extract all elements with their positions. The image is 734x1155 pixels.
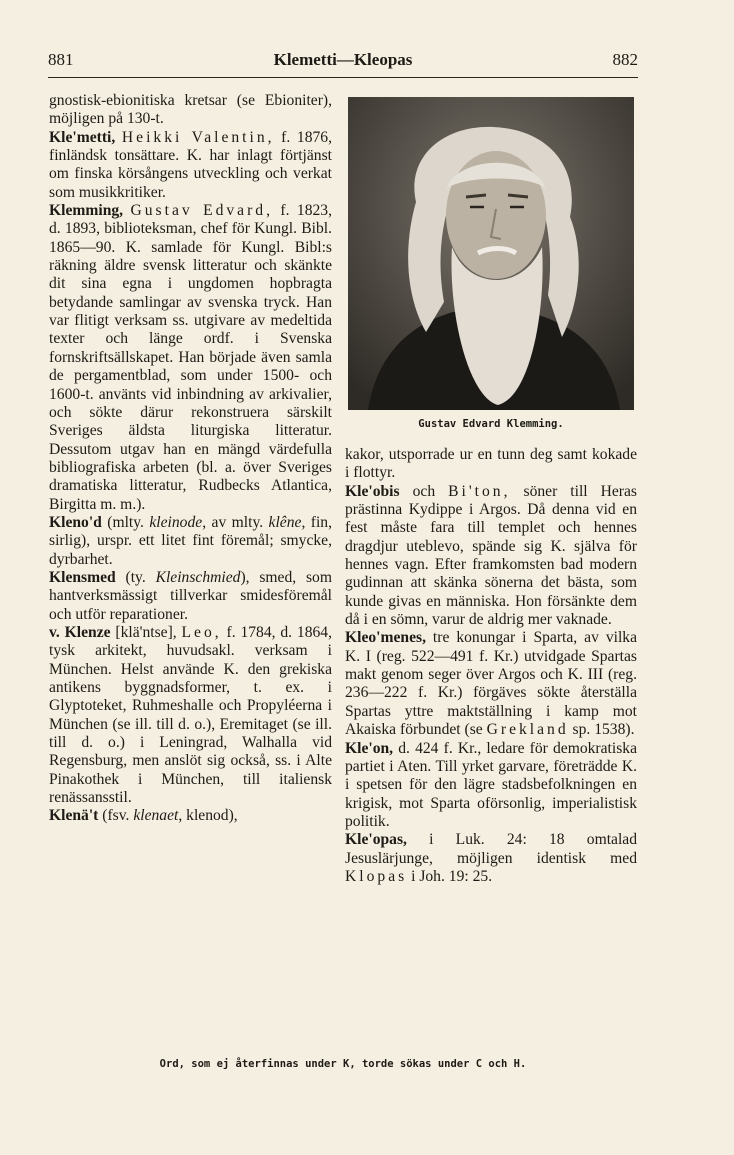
headword: Klensmed	[49, 568, 116, 586]
page-number-right: 882	[612, 50, 638, 69]
entry-kleobis: Kle'obis och Bi'ton, söner till Heras prästinna Kydippe i Argos. Då denna vid en fest måste fara till templet och hennes dragdjur uteblevo, spände sig K. själva för hennes vagn. Efter framkomsten bad modern gudinnan att skänka sönerna det bästa, som kunde givas en människa. Hon försänkte dem då i en sömn, varur de aldrig mer vaknade.	[345, 482, 637, 629]
running-title: Klemetti—Kleopas	[273, 50, 413, 69]
entry-klenze: v. Klenze [klä'ntse], Leo, f. 1784, d. 1864, tysk arkitekt, huvudsakl. verksam i München. Helst använde K. den grekiska antikens byggnadsformer, t. ex. i Glyptoteket, Ruhmeshalle och Propyléerna i München (se ill. till d. o.), Eremitaget (se ill. till d. o.) i Leningrad, Walhalla vid Regensburg, men anslöt sig också, ss. i Alte Pinakothek i München, till italiensk renässansstil.	[49, 623, 332, 807]
entry-continued-right: kakor, utsporrade ur en tunn deg samt kokade i flottyr.	[345, 446, 637, 482]
entry-klemming: Klemming, Gustav Edvard, f. 1823, d. 1893, biblioteksman, chef för Kungl. Bibl. 1865—90. K. samlade för Kungl. Bibl:s räkning äldre svensk litteratur och skänkte dit sina egna i ungdomen hopbragta betydande samlingar av svenska tryck. Han var flitigt verksam ss. utgivare av medeltida texter och länge ordf. i Svenska fornskriftsällskapet. Han började även samla de pergamentblad, som under 1500- och 1600-t. använts vid inbindning av arkivalier, och sökte därur rekonstruera särskilt Sveriges äldsta liturgiska litteratur. Dessutom utgav han en mängd värdefulla bibliografiska arbeten (bl. a. över Sveriges dramatiska litteratur, Rudbecks Atlantica, Birgitta m. m.).	[49, 202, 332, 513]
portrait-image	[348, 97, 634, 410]
headword: Kle'obis	[345, 482, 400, 500]
page-number-left: 881	[48, 50, 74, 69]
entry-continued: gnostisk-ebionitiska kretsar (se Ebioniter), möjligen på 130-t.	[49, 92, 332, 128]
right-column	[345, 446, 637, 886]
entry-kleopas: Kle'opas, i Luk. 24: 18 omtalad Jesuslärjunge, möjligen identisk med Klopas i Joh. 19: 25.	[345, 831, 637, 885]
headword: Kle'opas,	[345, 831, 407, 849]
entry-klenod: Kleno'd (mlty. kleinode, av mlty. klêne, fin, sirlig), urspr. ett litet fint föremål; smycke, dyrbarhet.	[49, 513, 332, 568]
portrait-illustration	[348, 97, 634, 410]
headword: v. Klenze	[49, 623, 111, 641]
entry-klensmed: Klensmed (ty. Kleinschmied), smed, som hantverksmässigt tillverkar smidesföremål och utför reparationer.	[49, 568, 332, 623]
headword: Kle'metti,	[49, 128, 116, 146]
entry-klenat: Klenä't (fsv. klenaet, klenod),	[49, 807, 238, 825]
header-rule	[48, 77, 638, 78]
portrait-caption: Gustav Edvard Klemming.	[418, 418, 564, 430]
headword: Klemming,	[49, 202, 124, 220]
left-column	[49, 92, 332, 826]
entry-klemetti: Kle'metti, Heikki Valentin, f. 1876, finländsk tonsättare. K. har inlagt förtjänst om finska körsångens utveckling och verkat som musikkritiker.	[49, 128, 332, 201]
headword: Kleno'd	[49, 513, 102, 531]
headword: Klenä't	[49, 807, 99, 825]
headword: Kle'on,	[345, 739, 394, 757]
page-header	[48, 50, 638, 72]
headword: Kleo'menes,	[345, 629, 426, 647]
entry-kleon: Kle'on, d. 424 f. Kr., ledare för demokratiska partiet i Aten. Till yrket garvare, företrädde K. i spetsen för den lägre stadsbefolkningen en krigisk, mot Sparta oförsonlig, imperialistisk politik.	[345, 739, 637, 830]
footer-note: Ord, som ej återfinnas under K, torde sökas under C och H.	[159, 1058, 527, 1070]
entry-kleomenes: Kleo'menes, tre konungar i Sparta, av vilka K. I (reg. 522—491 f. Kr.) utvidgade Spartas makt genom seger över Argos och K. III (reg. 236—222 f. Kr.) förgäves sökte återställa Spartas yttre maktställning i kamp mot Akaiska förbundet (se Grekland sp. 1538).	[345, 629, 637, 739]
